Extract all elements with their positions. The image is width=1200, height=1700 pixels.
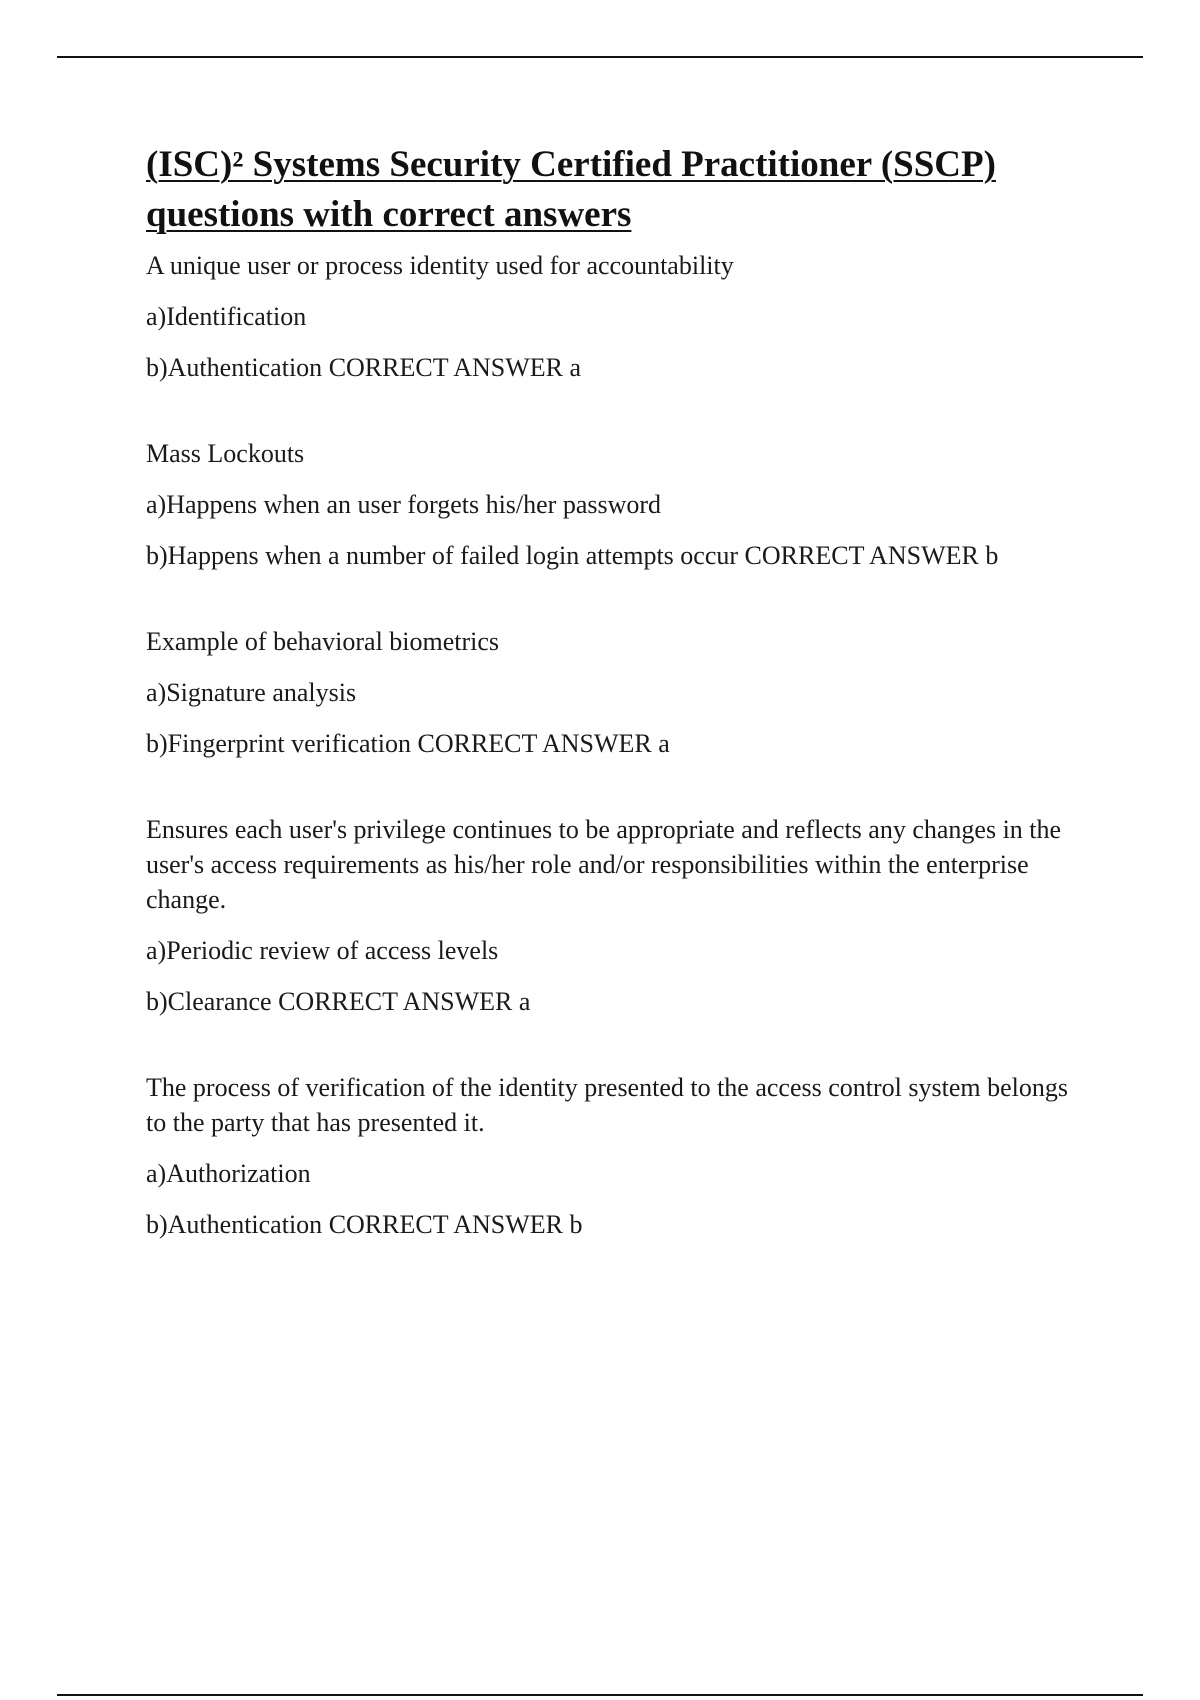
bottom-divider [57,1694,1143,1696]
document-title: (ISC)² Systems Security Certified Practitioner (SSCP) questions with correct answers [146,144,996,235]
answer-label: CORRECT ANSWER [328,1210,563,1239]
question-text: Mass Lockouts [146,439,305,468]
option-a: a)Signature analysis [146,678,357,707]
answer-label: CORRECT ANSWER [417,729,652,758]
option-b: b)Fingerprint verification [146,729,411,758]
option-b: b)Authentication [146,1210,323,1239]
option-b-with-answer [146,350,1086,385]
question-block-3 [146,624,1086,761]
option-b-with-answer [146,984,1086,1019]
question-block-1 [146,248,1086,385]
answer-label: CORRECT ANSWER [744,541,979,570]
answer-value: a [569,353,582,382]
option-b: b)Authentication [146,353,323,382]
option-a: a)Authorization [146,1159,311,1188]
question-text: A unique user or process identity used for accountability [146,251,734,280]
option-b-with-answer [146,1207,1086,1242]
top-divider [57,56,1143,58]
answer-value: a [518,987,531,1016]
document-body [146,140,1086,1293]
option-a: a)Identification [146,302,307,331]
question-text: The process of verification of the identity presented to the access control system belongs to the party that has presented it. [146,1073,1068,1137]
option-b-with-answer [146,538,1086,573]
answer-label: CORRECT ANSWER [328,353,563,382]
question-text: Ensures each user's privilege continues to be appropriate and reflects any changes in the user's access requirements as his/her role and/or responsibilities within the enterprise change. [146,815,1062,914]
option-a: a)Happens when an user forgets his/her password [146,490,662,519]
question-block-5 [146,1070,1086,1242]
option-b-with-answer [146,726,1086,761]
answer-value: b [985,541,999,570]
answer-value: a [658,729,670,758]
question-block-4 [146,812,1086,1019]
answer-label: CORRECT ANSWER [278,987,513,1016]
question-block-2 [146,436,1086,573]
option-a: a)Periodic review of access levels [146,936,499,965]
question-text: Example of behavioral biometrics [146,627,500,656]
option-b: b)Clearance [146,987,272,1016]
option-b: b)Happens when a number of failed login attempts occur [146,541,739,570]
answer-value: b [569,1210,583,1239]
